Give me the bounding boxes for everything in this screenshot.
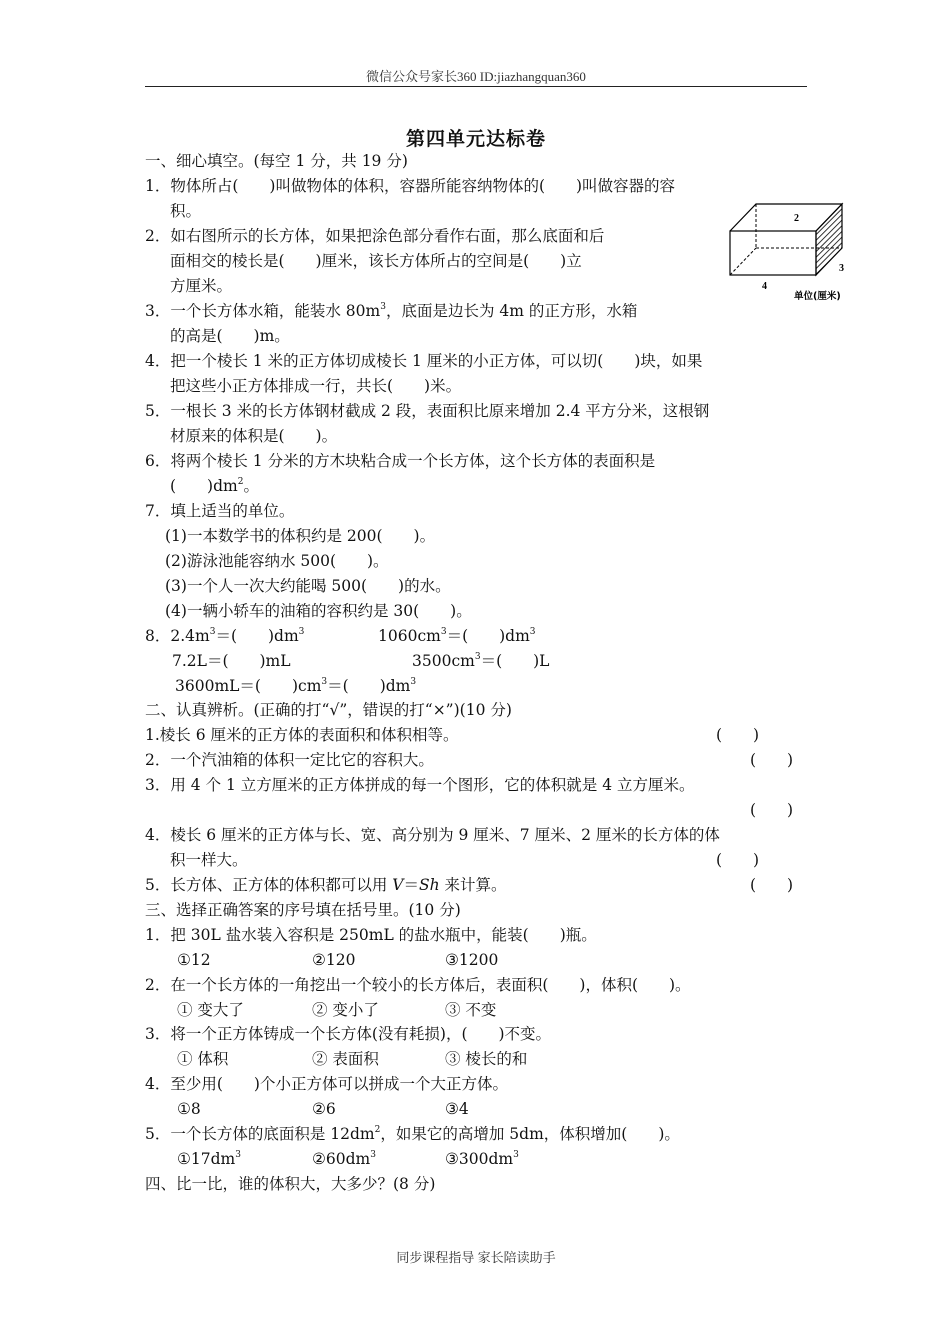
q1-7-heading: 7．填上适当的单位。 <box>145 502 295 520</box>
q1-6-line-1: 6．将两个棱长 1 分米的方木块粘合成一个长方体，这个长方体的表面积是 <box>145 452 656 470</box>
q1-4-line-2: 把这些小正方体排成一行，共长( )米。 <box>170 377 462 395</box>
q1-7-sub-2: (2)游泳池能容纳水 500( )。 <box>165 552 389 570</box>
q1-6-line-2: ( )$dm^2$。 <box>170 477 259 495</box>
q2-1-answer-paren[interactable]: ( ) <box>716 726 760 744</box>
section-2-heading: 二、认真辨析。(正确的打“√”，错误的打“×”)(10 分) <box>145 701 512 719</box>
cuboid-figure <box>724 196 864 304</box>
q1-8-item-b: $1060cm^3=$( )$dm^3$ <box>378 627 536 645</box>
q2-2-answer-paren[interactable]: ( ) <box>750 751 794 769</box>
page-header: 微信公众号家长360 ID:jiazhangquan360 <box>366 69 586 84</box>
q1-3-line-1: 3．一个长方体水箱，能装水 $80m^3$，底面是边长为 4m 的正方形，水箱 <box>145 302 638 320</box>
q3-1: 1．把 30L 盐水装入容积是 250mL 的盐水瓶中，能装( )瓶。 <box>145 926 597 944</box>
q1-8-item-a: 8．$2.4m^3=$( )$dm^3$ <box>145 627 305 645</box>
q2-4-line-2: 积一样大。 <box>170 851 248 869</box>
page-footer: 同步课程指导 家长陪读助手 <box>396 1250 556 1265</box>
q1-7-sub-1: (1)一本数学书的体积约是 200( )。 <box>165 527 436 545</box>
page-title: 第四单元达标卷 <box>405 128 546 150</box>
q3-5-option-3[interactable]: $③300dm^3$ <box>445 1150 519 1168</box>
q3-3: 3．将一个正方体铸成一个长方体(没有耗损)，( )不变。 <box>145 1025 552 1043</box>
q2-5-answer-paren[interactable]: ( ) <box>750 876 794 894</box>
q3-1-option-1[interactable]: ①12 <box>177 951 211 969</box>
q2-1: 1.棱长 6 厘米的正方体的表面积和体积相等。 <box>145 726 459 744</box>
q3-1-option-2[interactable]: ②120 <box>312 951 356 969</box>
q1-1-line-2: 积。 <box>170 202 202 220</box>
q3-2-option-2[interactable]: ② 变小了 <box>312 1001 379 1019</box>
section-1-heading: 一、细心填空。(每空 1 分，共 19 分) <box>145 152 408 170</box>
q1-5-line-1: 5．一根长 3 米的长方体钢材截成 2 段，表面积比原来增加 2.4 平方分米，这根钢 <box>145 402 710 420</box>
q1-5-line-2: 材原来的体积是( )。 <box>170 427 338 445</box>
q3-4-option-1[interactable]: ①8 <box>177 1100 201 1118</box>
q2-3-answer-paren[interactable]: ( ) <box>750 801 794 819</box>
q2-2: 2．一个汽油箱的体积一定比它的容积大。 <box>145 751 434 769</box>
q3-2-option-3[interactable]: ③ 不变 <box>445 1001 497 1019</box>
q3-4-option-2[interactable]: ②6 <box>312 1100 336 1118</box>
q1-4-line-1: 4．把一个棱长 1 米的正方体切成棱长 1 厘米的小正方体，可以切( )块，如果 <box>145 352 703 370</box>
q2-4-line-1: 4．棱长 6 厘米的正方体与长、宽、高分别为 9 厘米、7 厘米、2 厘米的长方体的体 <box>145 826 720 844</box>
figure-label-length: 4 <box>762 281 767 292</box>
q1-2-line-2: 面相交的棱长是( )厘米，该长方体所占的空间是( )立 <box>170 252 582 270</box>
q1-3-line-2: 的高是( )m。 <box>170 327 290 345</box>
q3-1-option-3[interactable]: ③1200 <box>445 951 499 969</box>
q3-2: 2．在一个长方体的一角挖出一个较小的长方体后，表面积( )，体积( )。 <box>145 976 691 994</box>
q2-3: 3．用 4 个 1 立方厘米的正方体拼成的每一个图形，它的体积就是 4 立方厘米。 <box>145 776 695 794</box>
section-4-heading: 四、比一比，谁的体积大，大多少？(8 分) <box>145 1175 436 1193</box>
q2-5: 5．长方体、正方体的体积都可以用 V＝Sh 来计算。 <box>145 876 507 894</box>
q3-3-option-2[interactable]: ② 表面积 <box>312 1050 379 1068</box>
q1-7-sub-4: (4)一辆小轿车的油箱的容积约是 30( )。 <box>165 602 472 620</box>
q3-5-option-2[interactable]: $②60dm^3$ <box>312 1150 376 1168</box>
q1-8-item-c: 7.2L＝( )mL <box>172 652 291 670</box>
figure-label-width: 3 <box>839 263 844 274</box>
q1-2-line-1: 2．如右图所示的长方体，如果把涂色部分看作右面，那么底面和后 <box>145 227 605 245</box>
q3-2-option-1[interactable]: ① 变大了 <box>177 1001 244 1019</box>
q1-8-item-d: $3500cm^3=$( )L <box>412 652 550 670</box>
q1-7-sub-3: (3)一个人一次大约能喝 500( )的水。 <box>165 577 451 595</box>
q3-3-option-1[interactable]: ① 体积 <box>177 1050 229 1068</box>
q1-2-line-3: 方厘米。 <box>170 277 233 295</box>
q2-4-answer-paren[interactable]: ( ) <box>716 851 760 869</box>
header-rule <box>145 86 807 87</box>
q3-5-option-1[interactable]: $①17dm^3$ <box>177 1150 241 1168</box>
figure-unit-label: 单位(厘米) <box>794 291 841 302</box>
q1-1-line-1: 1．物体所占( )叫做物体的体积，容器所能容纳物体的( )叫做容器的容 <box>145 177 676 195</box>
q3-5: 5．一个长方体的底面积是 $12dm^2$，如果它的高增加 5dm，体积增加( )。 <box>145 1125 680 1143</box>
q1-8-item-e: 3600mL＝( )$cm^3=$( )$dm^3$ <box>175 677 417 695</box>
figure-label-height: 2 <box>794 213 799 224</box>
q3-3-option-3[interactable]: ③ 棱长的和 <box>445 1050 528 1068</box>
q3-4: 4．至少用( )个小正方体可以拼成一个大正方体。 <box>145 1075 508 1093</box>
section-3-heading: 三、选择正确答案的序号填在括号里。(10 分) <box>145 901 461 919</box>
q3-4-option-3[interactable]: ③4 <box>445 1100 469 1118</box>
